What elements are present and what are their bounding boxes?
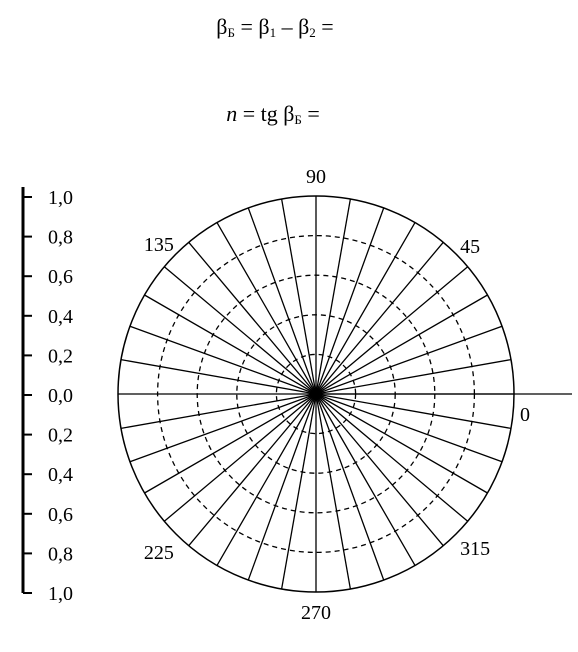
scale-label: 0,6: [48, 503, 73, 526]
angle-label-90: 90: [306, 166, 326, 188]
scale-label: 0,8: [48, 226, 73, 249]
n-symbol: n: [226, 101, 238, 126]
beta-symbol: β: [283, 101, 295, 126]
scale-label: 0,0: [48, 385, 73, 407]
scale-label: 0,4: [48, 305, 73, 328]
beta1-symbol: β: [258, 14, 270, 39]
beta-b-symbol: β: [216, 14, 228, 39]
scale-label: 0,2: [48, 345, 73, 368]
angle-label-0: 0: [520, 404, 530, 426]
equals-sign-2: =: [315, 14, 334, 39]
angle-label-225: 225: [143, 542, 174, 565]
equals-sign-3: =: [301, 101, 320, 126]
beta2-subscript: 2: [309, 25, 316, 40]
angle-label-135: 135: [143, 233, 174, 256]
angle-label-45: 45: [460, 235, 481, 258]
angle-label-270: 270: [301, 602, 331, 624]
equals-sign: =: [234, 14, 259, 39]
beta-b-subscript: Б: [227, 25, 235, 40]
minus-sign: –: [276, 14, 299, 39]
beta1-subscript: 1: [269, 25, 277, 40]
beta2-symbol: β: [298, 14, 310, 39]
beta-subscript: Б: [294, 112, 302, 127]
tg-text: = tg: [237, 101, 284, 126]
scale-label: 0,4: [48, 464, 73, 487]
scale-label: 0,6: [48, 266, 73, 289]
scale-label: 0,8: [48, 543, 73, 566]
scale-label: 1,0: [48, 583, 73, 605]
angle-label-315: 315: [460, 538, 491, 561]
scale-label: 0,2: [48, 424, 73, 447]
scale-label: 1,0: [48, 187, 73, 209]
